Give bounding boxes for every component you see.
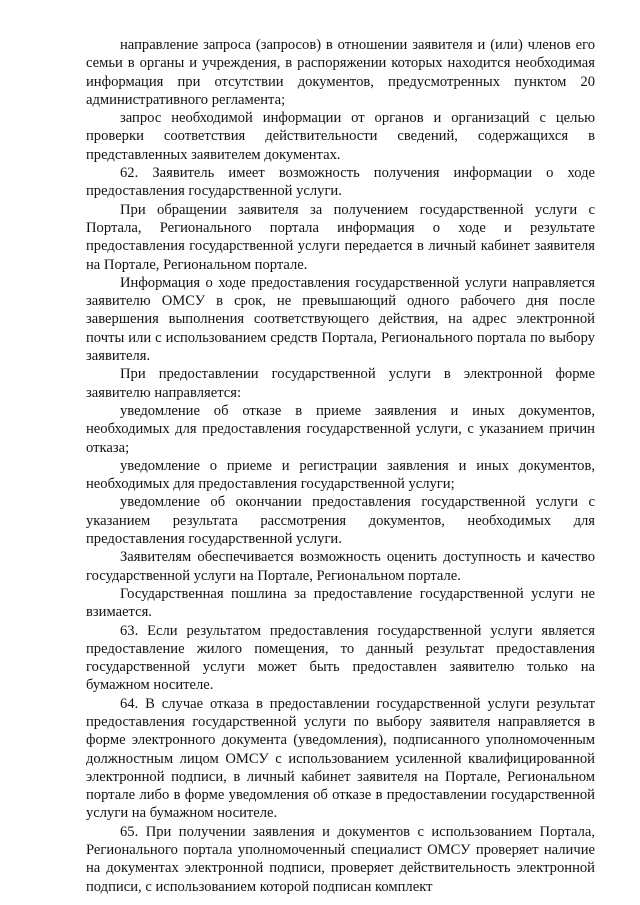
paragraph: Заявителям обеспечивается возможность оценить доступность и качество государственной услуги на Портале, Региональном портале. — [86, 549, 595, 584]
paragraph: уведомление о приеме и регистрации заявления и иных документов, необходимых для предоставления государственной услуги; — [86, 457, 595, 493]
paragraph: направление запроса (запросов) в отношении заявителя и (или) членов его семьи в органы и учреждения, в распоряжении которых находится необходимая информация при отсутствии документов, предусмотренных пунктом 20 административного регламента; — [86, 37, 595, 108]
paragraph: 62. Заявитель имеет возможность получения информации о ходе предоставления государственной услуги. — [86, 165, 595, 200]
paragraph: уведомление об окончании предоставления государственной услуги с указанием результата рассмотрения документов, необходимых для предоставления государственной услуги. — [86, 494, 595, 548]
document-body — [86, 36, 595, 896]
paragraph: При предоставлении государственной услуги в электронной форме заявителю направляется: — [86, 366, 595, 401]
paragraph: запрос необходимой информации от органов и организаций с целью проверки соответствия действительности сведений, содержащихся в представленных заявителем документах. — [86, 110, 595, 163]
paragraph: 64. В случае отказа в предоставлении государственной услуги результат предоставления государственной услуги по выбору заявителя направляется в форме электронного документа (уведомления), подписанного уполномоченным должностным лицом ОМСУ с использованием усиленной квалифицированной электронной подписи, в личный кабинет заявителя на Портале, Региональном портале либо в форме уведомления об отказе в предоставлении государственной услуги на бумажном носителе. — [86, 695, 595, 822]
paragraph: 63. Если результатом предоставления государственной услуги является предоставление жилого помещения, то данный результат предоставления государственной услуги может быть предоставлен заявителю только на бумажном носителе. — [86, 622, 595, 694]
paragraph: При обращении заявителя за получением государственной услуги с Портала, Регионального портала информация о ходе и результате предоставления государственной услуги передается в личный кабинет заявителя на Портале, Региональном портале. — [86, 201, 595, 273]
paragraph: Государственная пошлина за предоставление государственной услуги не взимается. — [86, 585, 595, 621]
paragraph: Информация о ходе предоставления государственной услуги направляется заявителю ОМСУ в срок, не превышающий одного рабочего дня после завершения выполнения соответствующего действия, на адрес электронной почты или с использованием средств Портала, Регионального портала по выбору заявителя. — [86, 274, 595, 365]
paragraph: 65. При получении заявления и документов с использованием Портала, Регионального портала уполномоченный специалист ОМСУ проверяет наличие на документах электронной подписи, проверяет действительность электронной подписи, с использованием которой подписан комплект — [86, 823, 595, 895]
paragraph: уведомление об отказе в приеме заявления и иных документов, необходимых для предоставления государственной услуги, с указанием причин отказа; — [86, 402, 595, 456]
